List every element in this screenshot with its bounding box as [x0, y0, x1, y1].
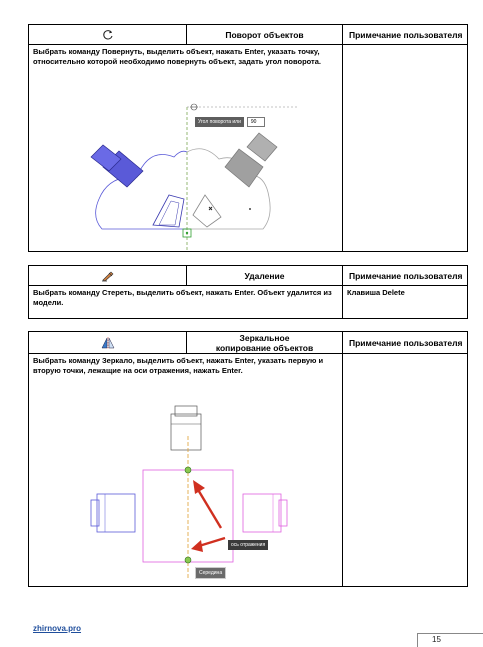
erase-table [28, 265, 468, 319]
mirror-midpoint-tooltip: Середина [195, 567, 226, 579]
rotate-cloud-outline-gray [187, 149, 270, 229]
mirror-header-row [29, 332, 467, 354]
rotate-table [28, 24, 468, 252]
rotate-note-header: Примечание пользователя [349, 29, 463, 40]
erase-description: Выбрать команду Стереть, выделить объект, нажать Enter. Объект удалится из модели. [33, 288, 332, 307]
mirror-title: Зеркальное копирование объектов [187, 332, 343, 353]
mirror-note-header: Примечание пользователя [349, 337, 463, 348]
mirror-illustration [29, 384, 341, 584]
rotate-description: Выбрать команду Повернуть, выделить объект, нажать Enter, указать точку, относительно которой необходимо повернуть объект, задать угол поворота. [33, 47, 321, 66]
rotate-note-cell [343, 45, 467, 251]
mirror-description: Выбрать команду Зеркало, выделить объект, нажать Enter, указать первую и вторую точки, лежащие на оси отражения, нажать Enter. [33, 356, 324, 375]
eraser-icon [101, 270, 115, 282]
blue-triangle-shape [153, 195, 184, 227]
rotate-description-cell [29, 45, 343, 251]
mirror-arrow-upper [193, 480, 221, 528]
gray-box-shape [225, 133, 277, 187]
rotate-angle-tooltip [195, 117, 265, 127]
mirror-note [343, 354, 467, 358]
erase-icon-cell [29, 266, 187, 285]
mirror-top-box-shape [171, 406, 201, 450]
gray-triangle-shape [193, 195, 221, 227]
erase-note-header: Примечание пользователя [349, 270, 463, 281]
erase-note: Клавиша Delete [347, 288, 405, 297]
mirror-snap-point-bottom [185, 557, 191, 563]
mirror-left-box-shape [91, 494, 135, 532]
erase-description-cell [29, 286, 343, 318]
blue-box-shape [91, 145, 143, 187]
erase-title: Удаление [187, 266, 343, 285]
mirror-table [28, 331, 468, 587]
mirror-axis-tooltip: ось отражения [228, 540, 268, 550]
mirror-right-box-shape [243, 494, 287, 532]
rotate-angle-label: Угол поворота или [195, 117, 244, 127]
mirror-icon [101, 337, 115, 349]
rotate-icon-cell [29, 25, 187, 44]
mirror-body-row [29, 354, 467, 586]
mirror-arrow-lower [191, 538, 225, 552]
mirror-description-cell [29, 354, 343, 586]
mirror-icon-cell [29, 332, 187, 353]
erase-header-row [29, 266, 467, 286]
rotate-body-row [29, 45, 467, 251]
rotate-header-row [29, 25, 467, 45]
rotate-title: Поворот объектов [187, 25, 343, 44]
page-number-box [417, 633, 483, 647]
rotate-angle-input[interactable]: 90 [247, 117, 265, 127]
rotate-icon [102, 29, 114, 41]
rotate-illustration [29, 67, 341, 251]
rotate-note [343, 45, 467, 49]
erase-note-cell [343, 286, 467, 318]
erase-body-row [29, 286, 467, 318]
mirror-snap-point-top [185, 467, 191, 473]
footer-link[interactable]: zhirnova.pro [33, 624, 82, 633]
mirror-note-cell [343, 354, 467, 586]
page-number: 15 [432, 635, 441, 644]
